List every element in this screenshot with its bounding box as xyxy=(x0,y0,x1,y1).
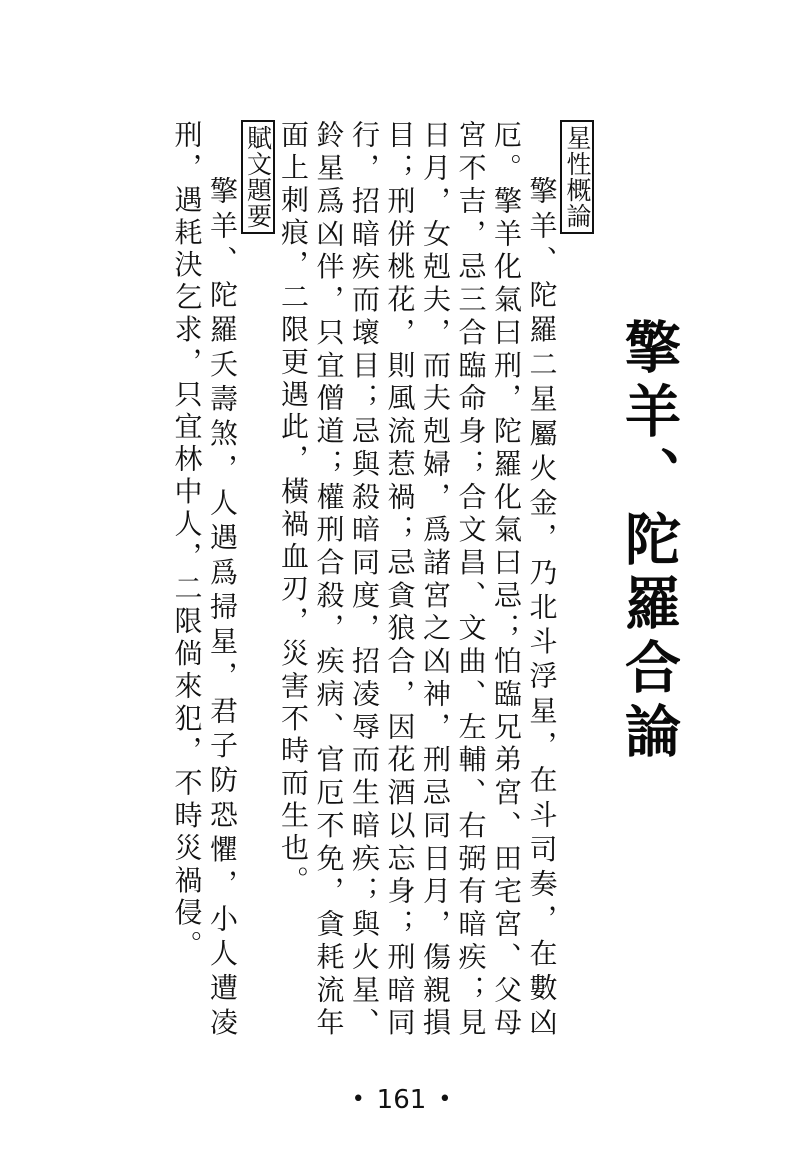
section-heading-verse-summary xyxy=(240,120,276,1040)
heading-box-star-nature: 星性概論 xyxy=(560,120,594,234)
page-number-value: 161 xyxy=(376,1085,427,1115)
body-text xyxy=(169,120,595,1040)
paragraph-verse-summary: 擎羊、陀羅夭壽煞，人遇爲掃星，君子防恐懼，小人遭凌刑，遇耗決乞求，只宜林中人，二限倘來犯，不時災禍侵。 xyxy=(170,120,239,1040)
chapter-title: 擎羊、陀羅合論 xyxy=(616,318,681,766)
paragraph-star-nature: 擎羊、陀羅二星屬火金，乃北斗浮星，在斗司奏，在數凶厄。擎羊化氣曰刑，陀羅化氣曰忌；怕臨兄弟宮、田宅宮、父母宮不吉，忌三合臨命身；合文昌、文曲、左輔、右弼有暗疾；見日月，女剋夫，而夫剋婦，爲諸宮之凶神，刑忌同日月，傷親損目；刑併桃花，則風流惹禍；忌貪狼合，因花酒以忘身；刑暗同行，招暗疾而壞目；忌與殺暗同度，招凌辱而生暗疾；與火星、鈴星爲凶伴，只宜僧道；權刑合殺，疾病、官厄不免，貪耗流年面上刺痕，二限更遇此，橫禍血刃，災害不時而生也。 xyxy=(277,120,559,1040)
page-number-left-dot: • xyxy=(351,1087,365,1112)
section-heading-star-nature xyxy=(560,120,596,1040)
heading-box-verse-summary: 賦文題要 xyxy=(241,120,275,234)
page-number-right-dot: • xyxy=(438,1087,452,1112)
page-number xyxy=(0,1085,803,1115)
